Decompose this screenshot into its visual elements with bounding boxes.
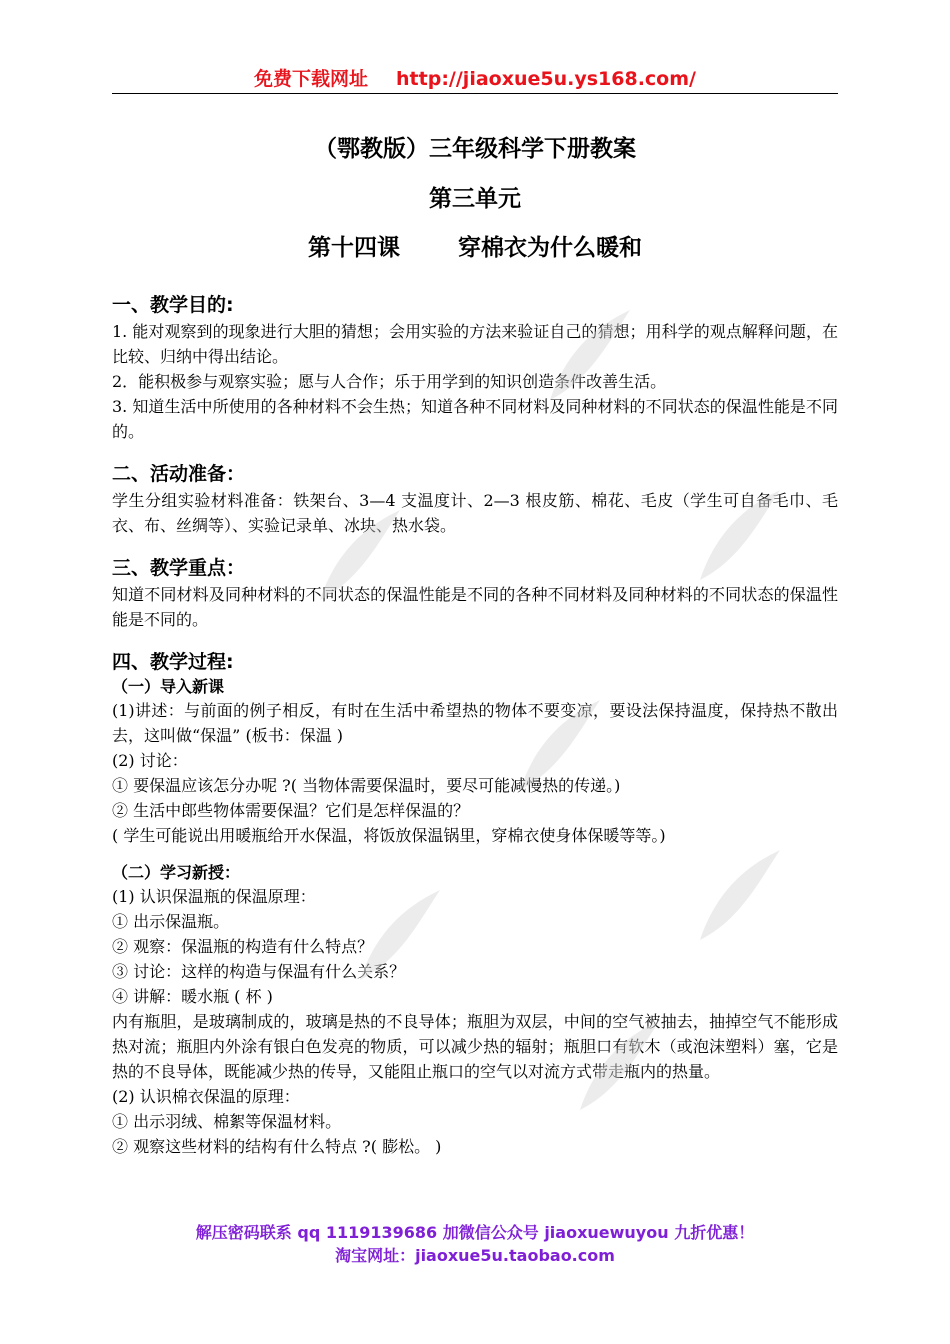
intro-line: (1)讲述：与前面的例子相反，有时在生活中希望热的物体不要变凉，要设法保持温度，保持热不散出去，这叫做“保温” (板书：保温 ) bbox=[112, 701, 838, 745]
header-divider bbox=[112, 93, 838, 94]
new-line: ③ 讨论：这样的构造与保温有什么关系？ bbox=[112, 962, 406, 981]
footer-shop-link[interactable]: 淘宝网址：jiaoxue5u.taobao.com bbox=[335, 1246, 615, 1265]
new-line: ④ 讲解：暖水瓶 ( 杯 ) bbox=[112, 987, 273, 1006]
intro-line: (2) 讨论： bbox=[112, 751, 188, 770]
download-header bbox=[112, 64, 838, 91]
intro-line: ① 要保温应该怎分办呢 ?( 当物体需要保温时，要尽可能减慢热的传递。) bbox=[112, 776, 621, 795]
prep-heading: 二、活动准备： bbox=[112, 463, 246, 485]
process-heading: 四、教学过程: bbox=[112, 651, 234, 673]
new-line: (2) 认识棉衣保温的原理： bbox=[112, 1087, 300, 1106]
unit-title: 第三单元 bbox=[429, 186, 521, 212]
focus-heading: 三、教学重点： bbox=[112, 557, 246, 579]
new-line: (1) 认识保温瓶的保温原理： bbox=[112, 887, 316, 906]
lesson-number: 第十四课 bbox=[308, 235, 400, 261]
header-url-link[interactable]: http://jiaoxue5u.ys168.com/ bbox=[396, 68, 696, 90]
new-line: ② 观察：保温瓶的构造有什么特点？ bbox=[112, 937, 374, 956]
new-line: ① 出示保温瓶。 bbox=[112, 912, 230, 931]
lesson-name: 穿棉衣为什么暖和 bbox=[458, 235, 642, 261]
lesson-title bbox=[112, 229, 838, 262]
intro-subheading: （一）导入新课 bbox=[112, 677, 225, 696]
new-subheading: （二）学习新授： bbox=[112, 863, 241, 882]
goal-item: 2．能积极参与观察实验；愿与人合作；乐于用学到的知识创造条件改善生活。 bbox=[112, 372, 667, 391]
new-line: ① 出示羽绒、棉絮等保温材料。 bbox=[112, 1112, 342, 1131]
header-label: 免费下载网址 bbox=[254, 68, 369, 90]
intro-line: ② 生活中郎些物体需要保温？它们是怎样保温的？ bbox=[112, 801, 470, 820]
focus-text: 知道不同材料及同种材料的不同状态的保温性能是不同的各种不同材料及同种材料的不同状态的保温性能是不同的。 bbox=[112, 585, 838, 629]
goal-item: 1. 能对观察到的现象进行大胆的猜想；会用实验的方法来验证自己的猜想；用科学的观点解释问题，在比较、归纳中得出结论。 bbox=[112, 322, 838, 366]
lesson-body bbox=[112, 291, 838, 1159]
new-line: ② 观察这些材料的结构有什么特点 ?( 膨松。 ) bbox=[112, 1137, 442, 1156]
new-line: 内有瓶胆，是玻璃制成的，玻璃是热的不良导体；瓶胆为双层，中间的空气被抽去，抽掉空气不能形成热对流；瓶胆内外涂有银白色发亮的物质，可以减少热的辐射；瓶胆口有软木（或泡沫塑料）塞，它是热的不良导体，既能减少热的传导，又能阻止瓶口的空气以对流方式带走瓶内的热量。 bbox=[112, 1012, 838, 1081]
intro-line: ( 学生可能说出用暖瓶给开水保温，将饭放保温锅里，穿棉衣使身体保暖等等。) bbox=[112, 826, 666, 845]
goals-heading: 一、教学目的: bbox=[112, 294, 234, 316]
document-title: （鄂教版）三年级科学下册教案 bbox=[314, 136, 636, 162]
goal-item: 3. 知道生活中所使用的各种材料不会生热；知道各种不同材料及同种材料的不同状态的保温性能是不同的。 bbox=[112, 397, 838, 441]
prep-text: 学生分组实验材料准备：铁架台、3—4 支温度计、2—3 根皮筋、棉花、毛皮（学生可自备毛巾、毛衣、布、丝绸等）、实验记录单、冰块、热水袋。 bbox=[112, 491, 838, 535]
footer-contact: 解压密码联系 qq 1119139686 加微信公众号 jiaoxuewuyou 九折优惠！ bbox=[195, 1223, 755, 1242]
